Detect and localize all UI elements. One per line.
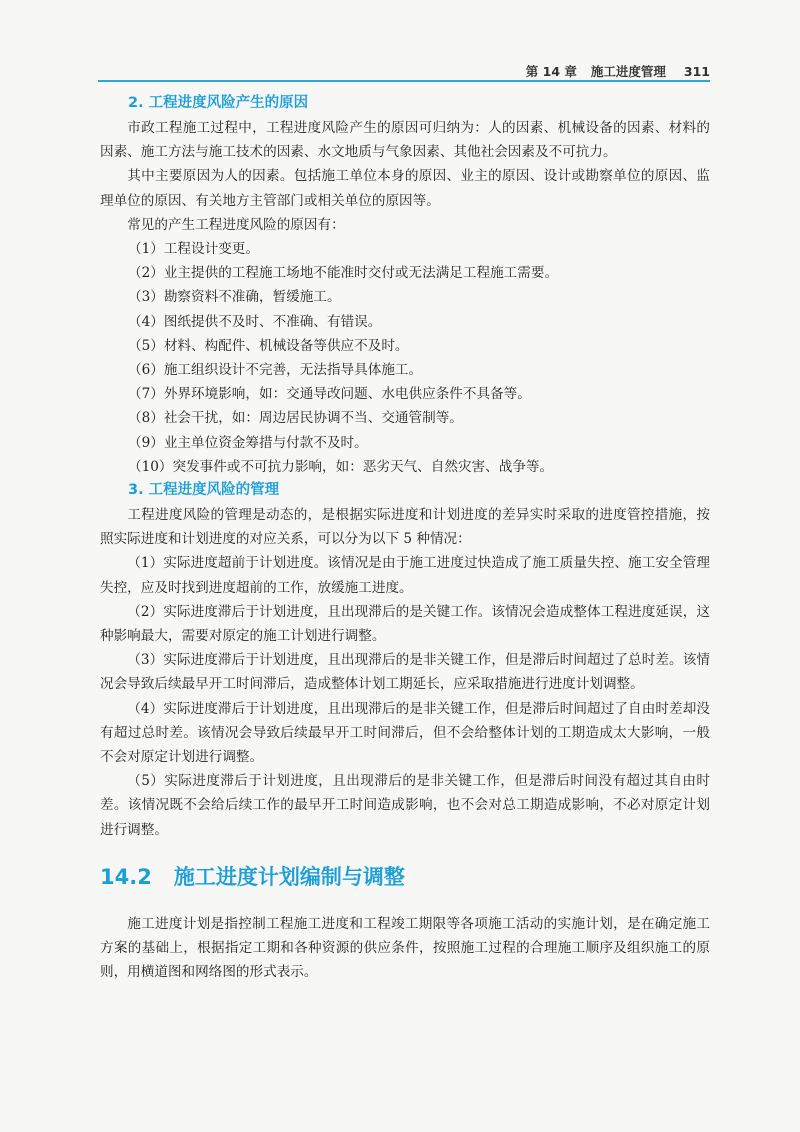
cause-item: （3）勘察资料不准确，暂缓施工。 <box>128 289 341 306</box>
cause-item: （9）业主单位资金筹措与付款不及时。 <box>128 434 368 451</box>
cause-item: （1）工程设计变更。 <box>128 241 259 258</box>
chapter-label: 第 14 章 <box>525 64 577 79</box>
cause-list <box>100 237 710 479</box>
case-paragraph: （5）实际进度滞后于计划进度，且出现滞后的是非关键工作，但是滞后时间没有超过其自由时差。该情况既不会给后续工作的最早开工时间造成影响，也不会对总工期造成影响，不必对原定计划进行调整。 <box>100 773 710 838</box>
case-paragraph: （3）实际进度滞后于计划进度，且出现滞后的是非关键工作，但是滞后时间超过了总时差。该情况会导致后续最早开工时间滞后，造成整体计划工期延长，应采取措施进行进度计划调整。 <box>100 652 710 693</box>
chapter-title: 施工进度管理 <box>590 64 666 79</box>
section-2-paragraph-2: 其中主要原因为人的因素。包括施工单位本身的原因、业主的原因、设计或勘察单位的原因、监理单位的原因、有关地方主管部门或相关单位的原因等。 <box>100 168 710 209</box>
case-paragraph: （1）实际进度超前于计划进度。该情况是由于施工进度过快造成了施工质量失控、施工安全管理失控，应及时找到进度超前的工作，放缓施工进度。 <box>100 555 710 596</box>
section-number: 14.2 <box>100 864 152 889</box>
case-paragraph: （4）实际进度滞后于计划进度，且出现滞后的是非关键工作，但是滞后时间超过了自由时差却没有超过总时差。该情况会导致后续最早开工时间滞后，但不会给整体计划的工期造成太大影响，一般不会对原定计划进行调整。 <box>100 700 710 766</box>
section-14-2-heading <box>100 862 710 892</box>
section-2-paragraph-1: 市政工程施工过程中，工程进度风险产生的原因可归纳为：人的因素、机械设备的因素、材料的因素、施工方法与施工技术的因素、水文地质与气象因素、其他社会因素及不可抗力。 <box>100 120 710 161</box>
header-rule <box>98 80 710 82</box>
section-2-paragraph-3: 常见的产生工程进度风险的原因有： <box>127 216 345 233</box>
section-14-2-paragraph: 施工进度计划是指控制工程施工进度和工程竣工期限等各项施工活动的实施计划，是在确定施工方案的基础上，根据指定工期和各种资源的供应条件，按照施工过程的合理施工顺序及组织施工的原则，用横道图和网络图的形式表示。 <box>100 915 710 981</box>
section-3-intro: 工程进度风险的管理是动态的，是根据实际进度和计划进度的差异实时采取的进度管控措施，按照实际进度和计划进度的对应关系，可以分为以下 5 种情况： <box>100 507 710 548</box>
section-2-heading: 2. 工程进度风险产生的原因 <box>128 95 309 111</box>
cause-item: （8）社会干扰，如：周边居民协调不当、交通管制等。 <box>128 410 463 427</box>
case-paragraph: （2）实际进度滞后于计划进度，且出现滞后的是关键工作。该情况会造成整体工程进度延误，这种影响最大，需要对原定的施工计划进行调整。 <box>100 603 710 645</box>
cause-item: （10）突发事件或不可抗力影响，如：恶劣天气、自然灾害、战争等。 <box>128 458 554 475</box>
cause-item: （7）外界环境影响，如：交通导改问题、水电供应条件不具备等。 <box>128 386 531 403</box>
page-body <box>100 92 710 985</box>
cause-item: （5）材料、构配件、机械设备等供应不及时。 <box>128 337 409 354</box>
cause-item: （2）业主提供的工程施工场地不能准时交付或无法满足工程施工需要。 <box>128 265 559 282</box>
running-header <box>526 62 710 80</box>
cause-item: （6）施工组织设计不完善，无法指导具体施工。 <box>128 362 423 379</box>
cause-item: （4）图纸提供不及时、不准确、有错误。 <box>128 313 382 330</box>
page-number: 311 <box>683 64 710 79</box>
section-3-heading: 3. 工程进度风险的管理 <box>128 482 280 499</box>
section-title: 施工进度计划编制与调整 <box>173 864 405 889</box>
